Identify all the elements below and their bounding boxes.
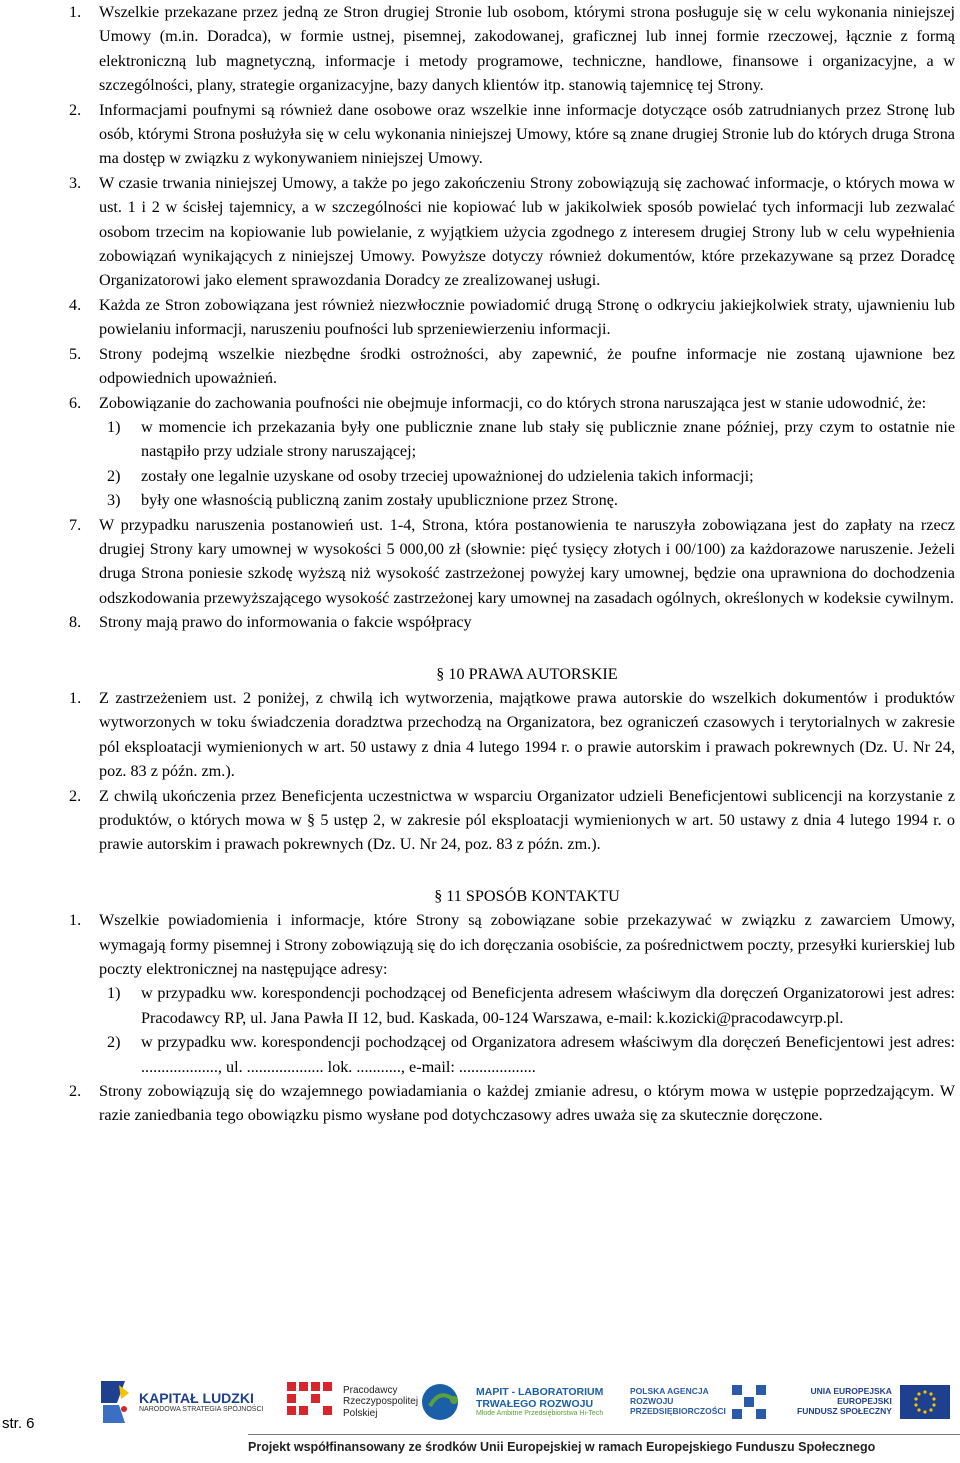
- item-number: 8.: [69, 613, 82, 632]
- pracodawcy-emblem-icon: [287, 1382, 333, 1422]
- section-title: 10 PRAWA AUTORSKIE: [448, 664, 618, 683]
- kapital-ludzki-emblem-icon: [97, 1379, 131, 1425]
- list-item: [69, 391, 955, 415]
- item-number: 2.: [69, 1082, 82, 1101]
- section-symbol: §: [436, 664, 445, 683]
- item-number: 4.: [69, 295, 82, 314]
- eu-logo: [797, 1378, 950, 1426]
- section-11-list: [69, 908, 955, 1128]
- cofinance-note: Projekt współfinansowany ze środków Unii Europejskiej w ramach Europejskiego Funduszu Społecznego: [248, 1440, 876, 1454]
- mapit-logo: [420, 1378, 603, 1426]
- logo-line: Rzeczypospolitej: [343, 1396, 419, 1408]
- item-text: były one własnością publiczną zanim zostały upublicznione przez Stronę.: [141, 491, 618, 510]
- item-number: 1.: [69, 911, 82, 930]
- item-text: Wszelkie przekazane przez jedną ze Stron drugiej Stronie lub osobom, którymi strona posługuje się w celu wykonania niniejszej Umowy (m.in. Doradca), w formie ustnej, pisemnej, zakodowanej, graficznej lub innej formie rzeczowej, łącznie z formą elektroniczną lub magnetyczną, informacje i metody programowe, techniczne, handlowe, finansowe i organizacyjne, a w szczególności, plany, strategie organizacyjne, bazy danych klientów itp. stanowią tajemnicę tej Strony.: [99, 3, 955, 95]
- item-number: 2.: [69, 100, 82, 119]
- section-title: 11 SPOSÓB KONTAKTU: [446, 886, 620, 905]
- list-item: [69, 610, 955, 634]
- logo-line: ROZWOJU: [630, 1396, 674, 1407]
- sub-list-item: [69, 1030, 955, 1079]
- item-text: w przypadku ww. korespondencji pochodzącej od Beneficjenta adresem właściwym dla doręczeń Organizatorowi jest adres: Pracodawcy RP, ul. Jana Pawła II 12, bud. Kaskada, 00-124 Warszawa, e-mail: k.kozicki@pracodawcyrp.pl.: [141, 984, 955, 1027]
- parp-emblem-icon: [732, 1385, 766, 1419]
- item-number: 3.: [69, 173, 82, 192]
- item-text: w przypadku ww. korespondencji pochodzącej od Organizatora adresem właściwym dla doręczeń Beneficjentowi jest adres: ..................., ul. ................... lok. ..........., e-mail: ...................: [141, 1033, 955, 1076]
- item-number: 2): [107, 1033, 121, 1052]
- item-text: Wszelkie powiadomienia i informacje, które Strony są zobowiązane sobie przekazywać w związku z zawarciem Umowy, wymagają formy pisemnej i Strony zobowiązują się do ich doręczania osobiście, za pośrednictwem poczty, przesyłki kurierskiej lub poczty elektronicznej na następujące adresy:: [99, 911, 955, 979]
- item-number: 5.: [69, 344, 82, 363]
- list-item: [69, 98, 955, 171]
- item-number: 1): [107, 984, 121, 1003]
- list-item: [69, 784, 955, 857]
- logo-subtitle: NARODOWA STRATEGIA SPÓJNOŚCI: [139, 1406, 264, 1414]
- list-item: [69, 293, 955, 342]
- item-text: Każda ze Stron zobowiązana jest również niezwłocznie powiadomić drugą Stronę o odkryciu jakiejkolwiek straty, ujawnieniu lub powielaniu informacji, naruszeniu poufności lub sprzeniewierzeniu informacji.: [99, 295, 955, 339]
- item-text: w momencie ich przekazania były one publicznie znane lub stały się publicznie znane później, przy czym to ostatnie nie nastąpiło przy udziale strony naruszającej;: [141, 417, 955, 461]
- page-number: str. 6: [2, 1415, 35, 1432]
- item-text: Strony podejmą wszelkie niezbędne środki ostrożności, aby zapewnić, że poufne informacje nie zostaną ujawnione bez odpowiednich upoważnień.: [99, 344, 955, 388]
- sub-list-item: [69, 415, 955, 464]
- sub-list-item: [69, 488, 955, 512]
- logo-title: KAPITAŁ LUDZKI: [139, 1389, 254, 1406]
- item-number: 1): [107, 417, 121, 436]
- logo-line: PRZEDSIĘBIORCZOŚCI: [630, 1405, 726, 1416]
- item-number: 2.: [69, 786, 82, 805]
- logo-line: Pracodawcy: [343, 1384, 398, 1396]
- sub-list-item: [69, 981, 955, 1030]
- footer-divider: [248, 1434, 960, 1435]
- mapit-emblem-icon: [420, 1382, 468, 1422]
- list-item: [69, 1079, 955, 1128]
- item-number: 2): [107, 466, 121, 485]
- list-item: [69, 513, 955, 611]
- item-text: W czasie trwania niniejszej Umowy, a także po jego zakończeniu Strony zobowiązują się zachować informacje, o których mowa w ust. 1 i 2 w ścisłej tajemnicy, a w szczególności nie kopiować lub w jakikolwiek sposób powielać tych informacji lub zezwalać osobom trzecim na kopiowanie lub powielanie, z wyjątkiem użycia zgodnego z interesem drugiej Strony lub w celu wypełnienia zobowiązań wynikających z niniejszej Umowy. Powyższe dotyczy również dokumentów, które przekazywane są przez Doradcę Organizatorowi jako element sprawozdania Doradcy ze zrealizowanej usługi.: [99, 173, 955, 290]
- item-number: 6.: [69, 393, 82, 412]
- section-11-heading: [69, 884, 955, 908]
- logo-line: UNIA EUROPEJSKA: [810, 1386, 892, 1397]
- list-item: [69, 342, 955, 391]
- address-list: [69, 981, 955, 1079]
- logo-line: Młode Ambitne Przedsiębiorstwa Hi-Tech: [476, 1410, 604, 1418]
- item-text: Z chwilą ukończenia przez Beneficjenta uczestnictwa w wsparciu Organizator udzieli Beneficjentowi sublicencji na korzystanie z produktów, o których mowa w § 5 ustęp 2, w zakresie pól eksploatacji wymienionych w art. 50 ustawy z dnia 4 lutego 1994 r. o prawie autorskim i prawach pokrewnych (Dz. U. Nr 24, poz. 83 z późn. zm.).: [99, 786, 955, 854]
- item-text: Strony zobowiązują się do wzajemnego powiadamiania o każdej zmianie adresu, o którym mowa w ustępie poprzedzającym. W razie zaniedbania tego obowiązku pismo wysłane pod dotychczasowy adres uważa się za skutecznie doręczone.: [99, 1082, 955, 1125]
- item-text: Informacjami poufnymi są również dane osobowe oraz wszelkie inne informacje dotyczące osób zatrudnianych przez Stronę lub osób, którymi Strona posłużyła się w celu wykonania niniejszej Umowy, które są znane drugiej Stronie lub do których druga Strona ma dostęp w związku z wykonywaniem niniejszej Umowy.: [99, 100, 955, 168]
- parp-logo: [630, 1378, 766, 1426]
- section-10-list: [69, 686, 955, 857]
- item-number: 7.: [69, 515, 82, 534]
- logo-line: FUNDUSZ SPOŁECZNY: [797, 1405, 892, 1416]
- document-body: [69, 0, 955, 1128]
- logo-line: Polskiej: [343, 1407, 378, 1419]
- confidentiality-list-continued: [69, 513, 955, 635]
- section-10-heading: [69, 662, 955, 686]
- item-text: Zobowiązanie do zachowania poufności nie obejmuje informacji, co do których strona naruszająca jest w stanie udowodnić, że:: [99, 393, 927, 412]
- item-text: Z zastrzeżeniem ust. 2 poniżej, z chwilą ich wytworzenia, majątkowe prawa autorskie do wszelkich dokumentów i produktów wytworzonych w toku świadczenia doradztwa przechodzą na Organizatora, bez ograniczeń czasowych i terytorialnych w zakresie pól eksploatacji wymienionych w art. 50 ustawy z dnia 4 lutego 1994 r. o prawie autorskim i prawach pokrewnych (Dz. U. Nr 24, poz. 83 z późn. zm.).: [99, 688, 955, 781]
- eu-flag-icon: [900, 1385, 950, 1419]
- item-text: W przypadku naruszenia postanowień ust. 1-4, Strona, która postanowienia te naruszyła zobowiązana jest do zapłaty na rzecz drugiej Strony kary umownej w wysokości 5 000,00 zł (słownie: pięć tysięcy złotych i 00/100) za każdorazowe naruszenie. Jeżeli druga Strona poniesie szkodę wyższą niż wysokość zastrzeżonej powyżej kary umownej, będzie ona uprawniona do dochodzenia odszkodowania przewyższającego wysokość zastrzeżonej kary umownej na zasadach ogólnych, określonych w kodeksie cywilnym.: [99, 515, 955, 607]
- item-text: Strony mają prawo do informowania o fakcie współpracy: [99, 613, 472, 632]
- logo-line: MAPIT - LABORATORIUM: [476, 1385, 604, 1398]
- pracodawcy-rp-logo: [287, 1378, 418, 1426]
- confidentiality-list: [69, 0, 955, 415]
- item-number: 1.: [69, 688, 82, 707]
- logo-line: POLSKA AGENCJA: [630, 1386, 709, 1397]
- item-text: zostały one legalnie uzyskane od osoby trzeciej upoważnionej do udzielenia takich informacji;: [141, 466, 754, 485]
- sub-list-item: [69, 464, 955, 488]
- section-symbol: §: [434, 886, 443, 905]
- logo-line: EUROPEJSKI: [837, 1396, 892, 1407]
- list-item: [69, 171, 955, 293]
- item-number: 1.: [69, 3, 82, 21]
- list-item: [69, 686, 955, 784]
- logo-line: TRWAŁEGO ROZWOJU: [476, 1397, 594, 1410]
- confidentiality-exceptions-list: [69, 415, 955, 513]
- kapital-ludzki-logo: [97, 1378, 263, 1426]
- item-number: 3): [107, 491, 121, 510]
- list-item: [69, 0, 955, 98]
- list-item: [69, 908, 955, 981]
